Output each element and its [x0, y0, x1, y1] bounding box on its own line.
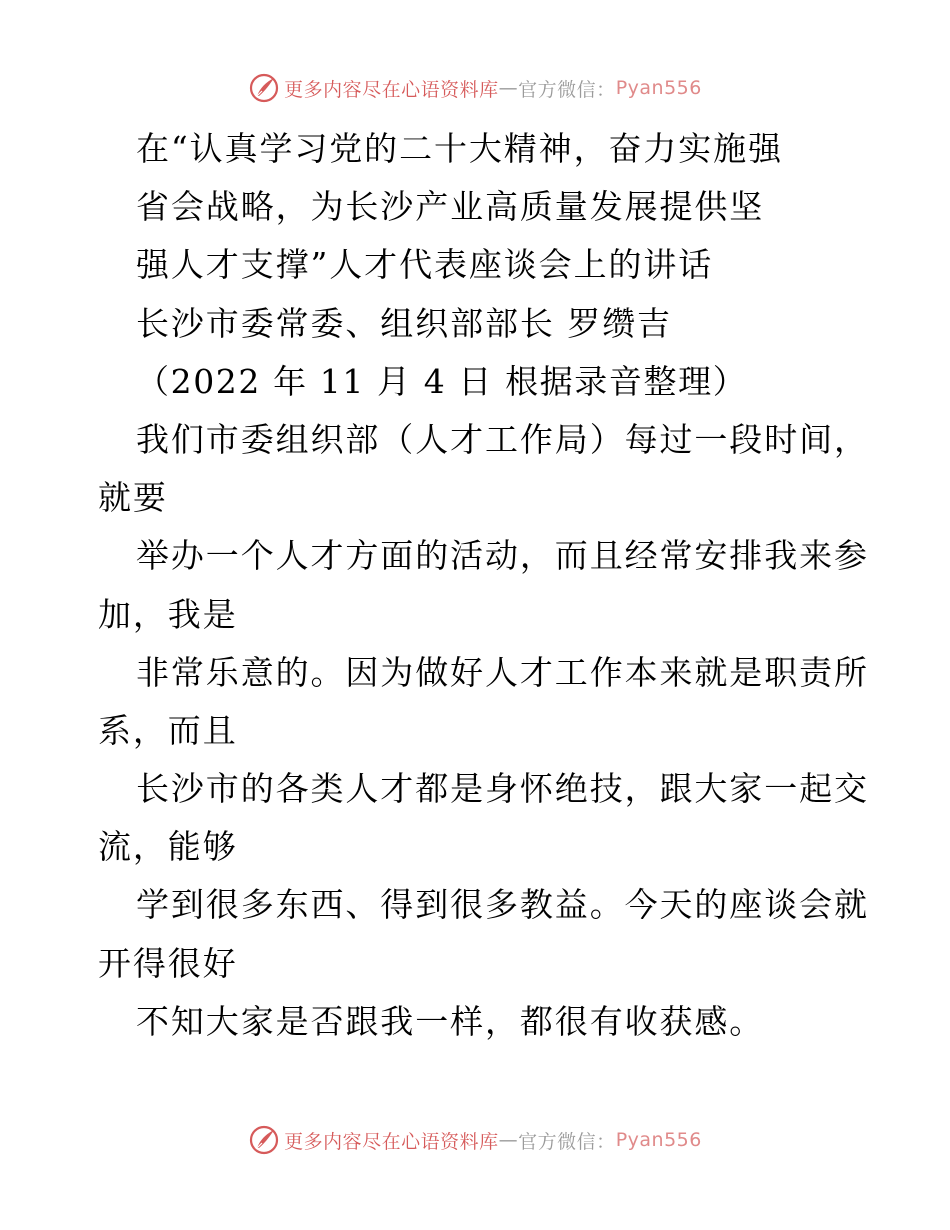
paragraph-line: 流，能够: [98, 827, 238, 867]
paragraph-line: 系，而且: [98, 710, 238, 750]
paragraph-line: 学到很多东西、得到很多教益。今天的座谈会就: [136, 885, 869, 925]
paragraph-line: 开得很好: [98, 943, 238, 983]
watermark-main-text: 更多内容尽在心语资料库: [284, 78, 499, 101]
quill-pen-logo-icon: [248, 1124, 280, 1156]
date-line: （2022 年 11 月 4 日 根据录音整理）: [136, 361, 748, 401]
paragraph-line: 非常乐意的。因为做好人才工作本来就是职责所: [136, 652, 869, 692]
watermark-wechat-label: 官方微信：: [518, 1130, 616, 1153]
paragraph-line: 举办一个人才方面的活动，而且经常安排我来参: [136, 536, 869, 576]
watermark-wechat-id: Pyan556: [615, 77, 702, 99]
paragraph-line: 不知大家是否跟我一样，都很有收获感。: [136, 1001, 765, 1041]
paragraph-line: 我们市委组织部（人才工作局）每过一段时间，: [136, 419, 869, 459]
title-line-3: 强人才支撑”人才代表座谈会上的讲话: [136, 245, 714, 285]
title-line-1: 在“认真学习党的二十大精神，奋力实施强: [136, 129, 783, 168]
paragraph-line: 加，我是: [98, 594, 238, 634]
title-line-2: 省会战略，为长沙产业高质量发展提供坚: [136, 187, 765, 227]
watermark-separator: —: [498, 77, 519, 99]
watermark-wechat-label: 官方微信：: [518, 78, 616, 101]
document-body: [98, 120, 868, 1051]
watermark-wechat-id: Pyan556: [615, 1129, 702, 1151]
author-line: 长沙市委常委、组织部部长 罗缵吉: [136, 303, 672, 343]
paragraph-line: 长沙市的各类人才都是身怀绝技，跟大家一起交: [136, 769, 869, 809]
paragraph-line: 就要: [98, 478, 168, 518]
quill-pen-logo-icon: [248, 72, 280, 104]
footer-watermark: [0, 1124, 950, 1156]
watermark-main-text: 更多内容尽在心语资料库: [284, 1130, 499, 1153]
header-watermark: [0, 72, 950, 104]
watermark-separator: —: [498, 1129, 519, 1151]
